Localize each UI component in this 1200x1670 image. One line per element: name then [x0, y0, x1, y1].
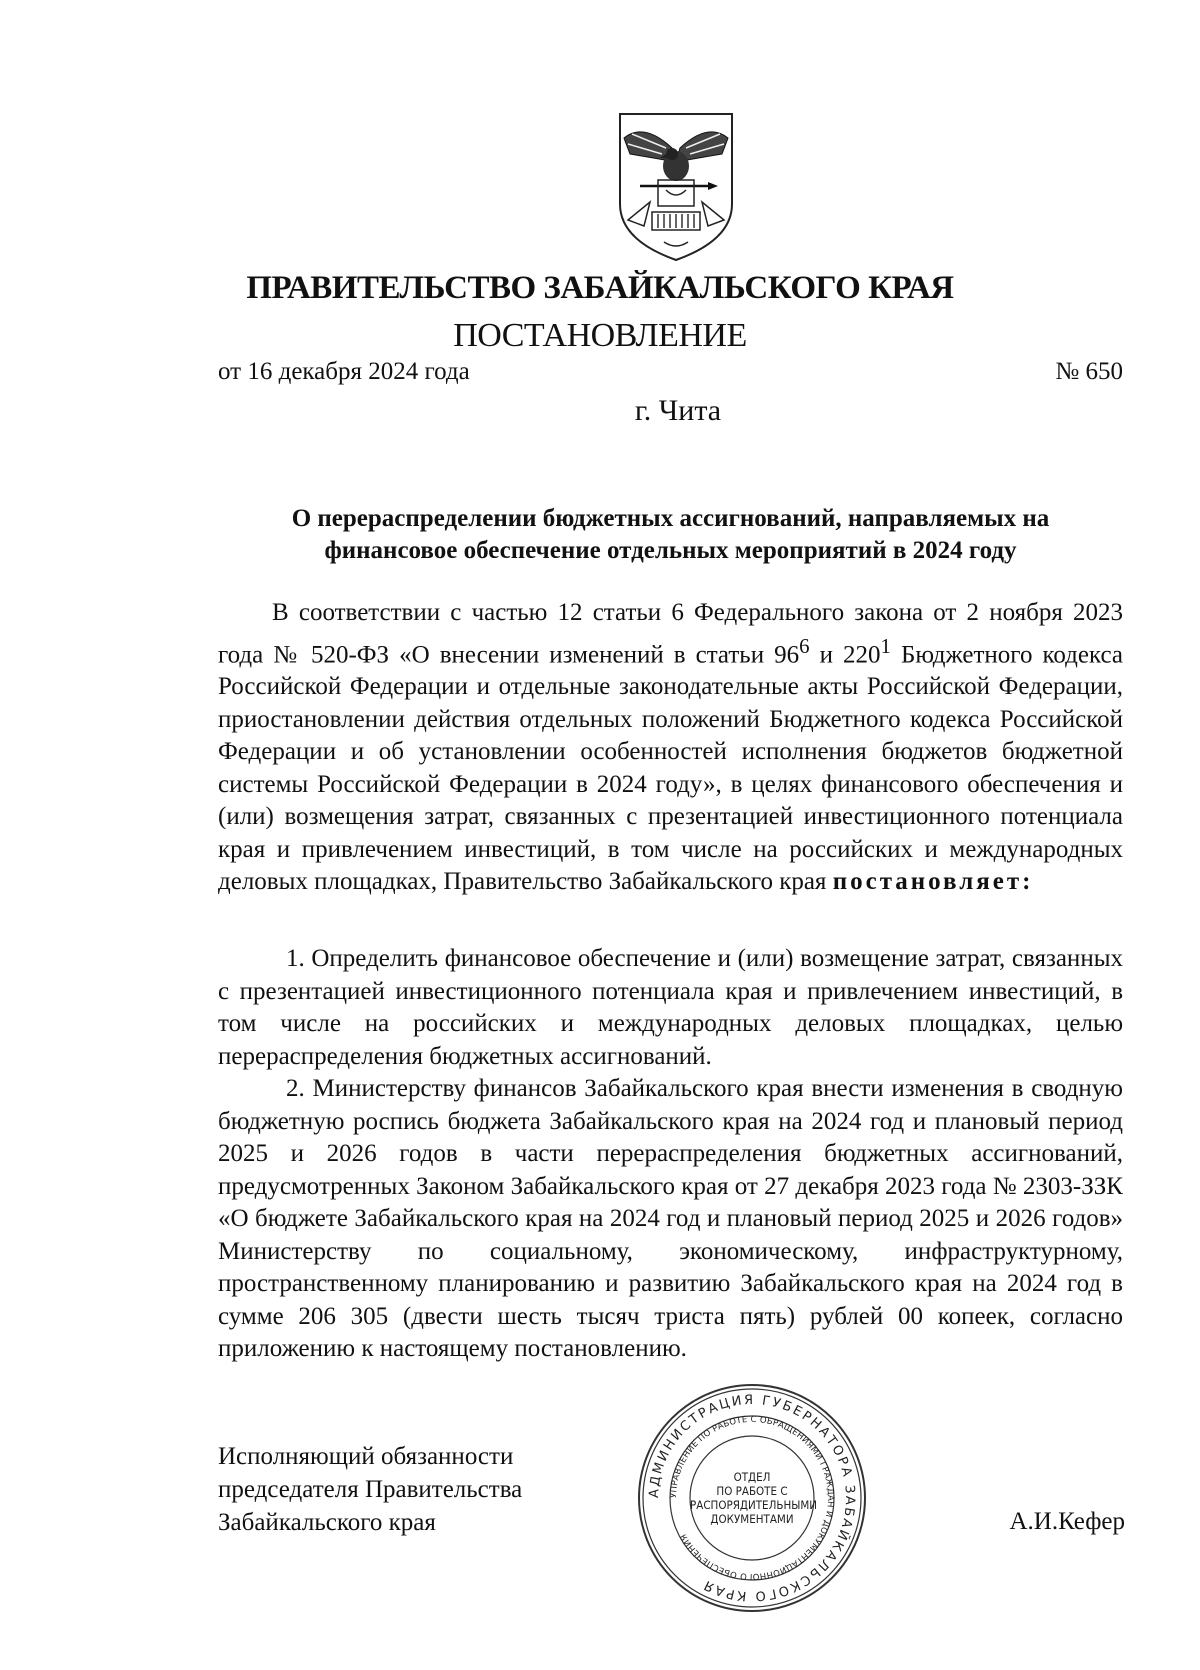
signatory-line-1: Исполняющий обязанности — [218, 1443, 514, 1470]
document-title-line-1: О перераспределении бюджетных ассигнований, направляемых на — [291, 505, 1050, 532]
document-title-line-2: финансовое обеспечение отдельных мероприятий в 2024 году — [324, 537, 1017, 564]
signatory-name: А.И.Кефер — [1009, 1508, 1125, 1535]
coat-of-arms-icon — [614, 108, 738, 264]
preamble-text-2: и 220 — [809, 640, 881, 668]
document-number: № 650 — [1055, 358, 1123, 385]
stamp-center-line-3: РАСПОРЯДИТЕЛЬНЫМИ — [690, 1498, 818, 1512]
signatory-line-3: Забайкальского края — [218, 1509, 436, 1536]
stamp-outer-ring-text: АДМИНИСТРАЦИЯ ГУБЕРНАТОРА ЗАБАЙКАЛЬСКОГО КРАЯ — [646, 1392, 858, 1604]
signatory-position — [218, 1440, 522, 1539]
item-1-paragraph: 1. Определить финансовое обеспечение и (или) возмещение затрат, связанных с презентацией инвестиционного потенциала края и привлечением инвестиций, в том числе на российских и международных деловых площадках, целью перераспределения бюджетных ассигнований. — [218, 945, 1123, 1070]
document-type: ПОСТАНОВЛЕНИЕ — [453, 317, 747, 354]
preamble-text-3: Бюджетного кодекса Российской Федерации и отдельные законодательные акты Российской Федерации, приостановлении действия отдельных положений Бюджетного кодекса Российской Федерации и об установлении особенностей исполнения бюджетов бюджетной системы Российской Федерации в 2024 году», в целях финансового обеспечения и (или) возмещения затрат, связанных с презентацией инвестиционного потенциала края и привлечением инвестиций, в том числе на российских и международных деловых площадках, Правительство Забайкальского края — [218, 640, 1123, 896]
resolves-word: постановляет: — [832, 868, 1034, 896]
stamp-center-text — [690, 1470, 818, 1526]
stamp-center-line-4: ДОКУМЕНТАМИ — [710, 1512, 794, 1526]
superscript-1: 1 — [880, 633, 891, 658]
stamp-middle-ring-text: УПРАВЛЕНИЕ ПО РАБОТЕ С ОБРАЩЕНИЯМИ ГРАЖДАН И ДОКУМЕНТАЦИОННОГО ОБЕСПЕЧЕНИЯ — [668, 1414, 836, 1582]
item-2-paragraph: 2. Министерству финансов Забайкальского края внести изменения в сводную бюджетную роспись бюджета Забайкальского края на 2024 год и плановый период 2025 и 2026 годов в части перераспределения бюджетных ассигнований, предусмотренных Законом Забайкальского края от 27 декабря 2023 года № 2303-ЗЗК «О бюджете Забайкальского края на 2024 год и плановый период 2025 и 2026 годов» Министерству по социальному, экономическому, инфраструктурному, пространственному планированию и развитию Забайкальского края на 2024 год в сумме 206 305 (двести шесть тысяч триста пять) рублей 00 копеек, согласно приложению к настоящему постановлению. — [218, 1075, 1123, 1362]
document-date: от 16 декабря 2024 года — [218, 358, 470, 385]
superscript-6: 6 — [799, 633, 810, 658]
document-title — [218, 503, 1123, 567]
stamp-center-line-2: ПО РАБОТЕ С — [716, 1484, 788, 1498]
signatory-line-2: председателя Правительства — [218, 1476, 523, 1503]
preamble-paragraph — [218, 597, 1123, 899]
preamble-text-1: В соответствии с частью 12 статьи 6 Федерального закона от 2 ноября 2023 года № 520-ФЗ «О внесении изменений в статьи 96 — [218, 599, 1123, 668]
government-title: ПРАВИТЕЛЬСТВО ЗАБАЙКАЛЬСКОГО КРАЯ — [246, 270, 954, 306]
document-city: г. Чита — [634, 394, 722, 427]
stamp-center-line-1: ОТДЕЛ — [733, 1470, 771, 1484]
